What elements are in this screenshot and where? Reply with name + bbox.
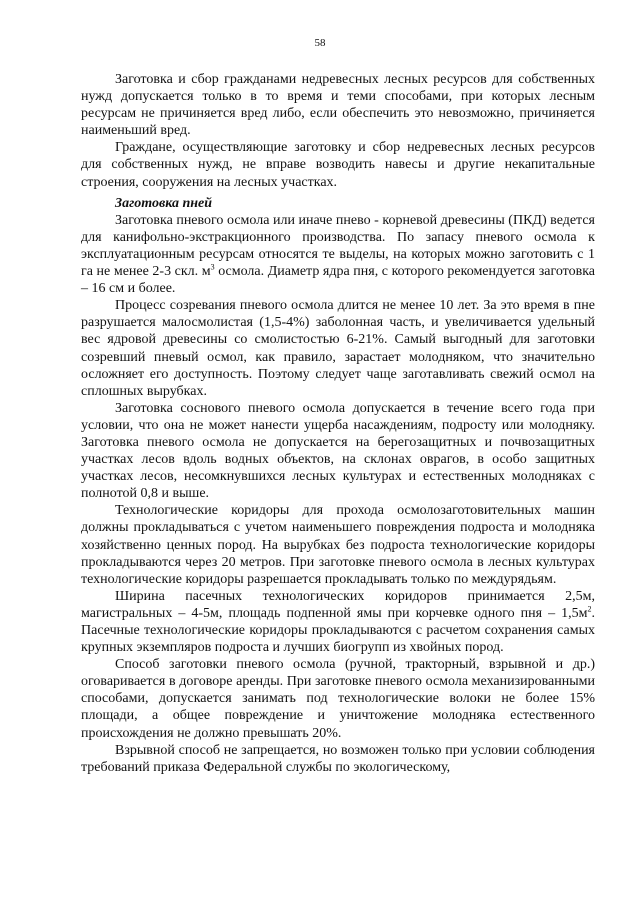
paragraph: Процесс созревания пневого осмола длится не менее 10 лет. За это время в пне разрушается малосмолистая (1,5-4%) заболонная часть, и увеличивается удельный вес ядровой древесины со смолистостью 6-21%. Самый выгодный для заготовки созревший пневый осмол, как правило, зарастает молодняком, что значительно осложняет его доступность. Поэтому следует чаще заготавливать свежий осмол на сплошных вырубках. xyxy=(81,298,595,399)
page-body xyxy=(81,71,595,776)
superscript: 2 xyxy=(587,604,592,614)
page-number: 58 xyxy=(314,37,326,49)
paragraph-text: . Пасечные технологические коридоры прокладываются с расчетом сохранения самых крупных экземпляров подроста и лучших биогрупп из хвойных пород. xyxy=(81,605,595,656)
paragraph: Заготовка и сбор гражданами недревесных лесных ресурсов для собственных нужд допускается только в то время и теми способами, при которых лесным ресурсам не причиняется вред либо, если обеспечить это невозможно, причиняется наименьший вред. xyxy=(81,72,595,139)
section-heading: Заготовка пней xyxy=(115,195,213,211)
paragraph: Взрывной способ не запрещается, но возможен только при условии соблюдения требований приказа Федеральной службы по экологическому, xyxy=(81,742,595,775)
paragraph: Способ заготовки пневого осмола (ручной, тракторный, взрывной и др.) оговаривается в договоре аренды. При заготовке пневого осмола механизированными способами, допускается занимать под технологические волоки не более 15% площади, а общее повреждение и уничтожение молодняка естественного происхождения не должно превышать 20%. xyxy=(81,657,595,741)
paragraph: Граждане, осуществляющие заготовку и сбор недревесных лесных ресурсов для собственных нужд, не вправе возводить навесы и другие некапитальные строения, сооружения на лесных участках. xyxy=(81,140,595,190)
paragraph-text: Ширина пасечных технологических коридоров принимается 2,5м, магистральных – 4-5м, площадь подпенной ямы при корчевке одного пня – 1,5м xyxy=(81,588,595,621)
paragraph xyxy=(81,212,595,297)
paragraph: Заготовка соснового пневого осмола допускается в течение всего года при условии, что она не может нанести ущерба насаждениям, подросту или молодняку. Заготовка пневого осмола не допускается на берегозащитных и почвозащитных участках лесов вдоль водных объектов, на склонах оврагов, в особо защитных участках лесов, несомкнувшихся лесных культурах и естественных молодняках с полнотой 0,8 и выше. xyxy=(81,400,595,502)
paragraph: Технологические коридоры для прохода осмолозаготовительных машин должны прокладываться с учетом наименьшего повреждения подроста и молодняка хозяйственно ценных пород. На вырубках без подроста технологические коридоры прокладываются через 20 метров. При заготовке пневого осмола в лесных культурах технологические коридоры разрешается прокладывать только по междурядьям. xyxy=(81,503,595,587)
paragraph-text: осмола. Диаметр ядра пня, с которого рекомендуется заготовка – 16 см и более. xyxy=(81,264,595,297)
paragraph xyxy=(81,588,595,656)
paragraph-text: Заготовка пневого осмола или иначе пнево - корневой древесины (ПКД) ведется для канифольно-экстракционного производства. По запасу пневого осмола к эксплуатационным ресурсам относятся те выделы, на которых можно заготовить с 1 га не менее 2-3 скл. м xyxy=(81,212,595,280)
superscript: 3 xyxy=(210,262,215,272)
